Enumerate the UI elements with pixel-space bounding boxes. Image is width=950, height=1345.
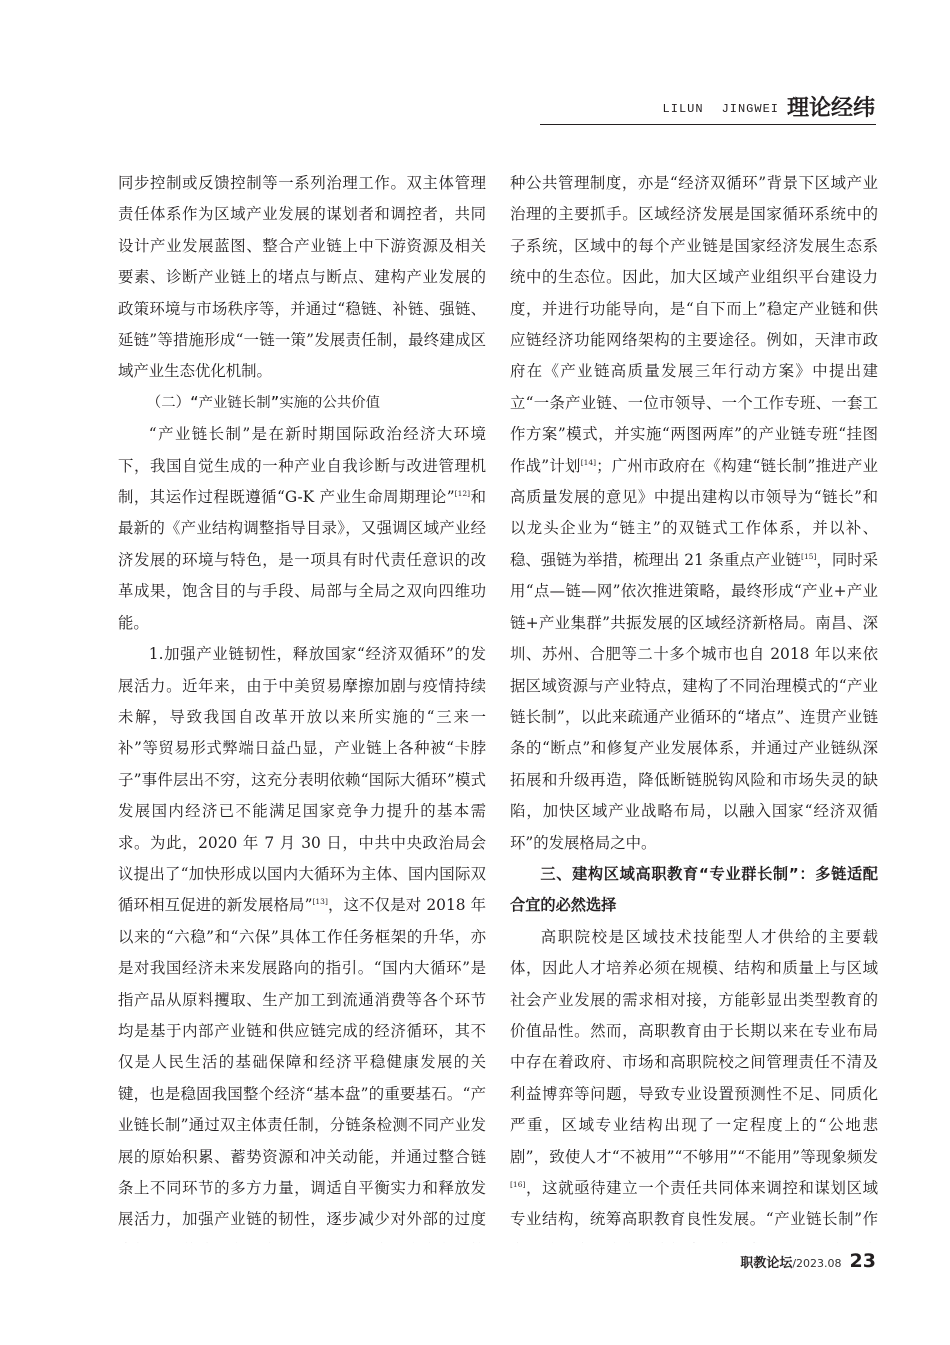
left-column (118, 168, 486, 1243)
journal-name: 职教论坛 (740, 1256, 793, 1271)
section-heading: 三、建构区域高职教育“专业群长制”：多链适配合宜的必然选择 (510, 864, 878, 915)
paragraph: 同步控制或反馈控制等一系列治理工作。双主体管理责任体系作为区域产业发展的谋划者和调控者，共同设计产业发展蓝图、整合产业链上中下游资源及相关要素、诊断产业链上的堵点与断点、建构产业发展的政策环境与市场秩序等，并通过“稳链、补链、强链、延链”等措施形成“一链一策”发展责任制，最终建成区域产业生态优化机制。 (118, 174, 486, 381)
citation-ref: [14] (580, 457, 597, 467)
citation-ref: [12] (454, 489, 471, 499)
page-number: 23 (849, 1250, 876, 1272)
header-pinyin (663, 102, 779, 122)
running-header (580, 88, 875, 122)
paragraph: 1.加强产业链韧性，释放国家“经济双循环”的发展活力。近年来，由于中美贸易摩擦加剧与疫情持续未解，导致我国自改革开放以来所实施的“三来一补”等贸易形式弊端日益凸显，产业链上各种被“卡脖子”事件层出不穷，这充分表明依赖“国际大循环”模式发展国内经济已不能满足国家竞争力提升的基本需求。为此，2020 年 7 月 30 日，中共中央政治局会议提出了“加快形成以国内大循环为主体、国内国际双循环相互促进的新发展格局”[13]，这不仅是对 2018 年以来的“六稳”和“六保”具体工作任务框架的升华，亦是对我国经济未来发展路向的指引。“国内大循环”是指产品从原料攫取、生产加工到流通消费等各个环节均是基于内部产业链和供应链完成的经济循环，其不仅是人民生活的基础保障和经济平稳健康发展的关键，也是稳固我国整个经济“基本盘”的重要基石。“产业链长制”通过双主体责任制，分链条检测不同产业发展的原始积累、蓄势资源和冲关动能，并通过整合链条上不同环节的多方力量，调适自平衡实力和释放发展活力，加强产业链的韧性，逐步减少对外部的过度 (118, 645, 486, 1229)
paragraph: 种公共管理制度，亦是“经济双循环”背景下区域产业治理的主要抓手。区域经济发展是国家循环系统中的子系统，区域中的每个产业链是国家经济发展生态系统中的生态位。因此，加大区域产业组织平台建设力度，并进行功能导向，是“自下而上”稳定产业链和供应链经济功能网络架构的主要途径。例如，天津市政府在《产业链高质量发展三年行动方案》中提出建立“一条产业链、一位市领导、一个工作专班、一套工作方案”模式，并实施“两图两库”的产业链专班“挂图作战”计划[14]；广州市政府在《构建“链长制”推进产业高质量发展的意见》中提出建构以市领导为“链长”和以龙头企业为“链主”的双链式工作体系，并以补、稳、强链为举措，梳理出 21 条重点产业链[15]，同时采用“点—链—网”依次推进策略，最终形成“产业+产业链+产业集群”共振发展的区域经济新格局。南昌、深圳、苏州、合肥等二十多个城市也自 2018 年以来依据区域资源与产业特点，建构了不同治理模式的“产业链长制”，以此来疏通产业循环的“堵点”、连贯产业链条的“断点”和修复产业发展体系，并通过产业链纵深拓展和升级再造，降低断链脱钩风险和市场失灵的缺陷，加快区域产业战略布局，以融入国家“经济双循环”的发展格局之中。 (510, 174, 878, 852)
paragraph: “产业链长制”是在新时期国际政治经济大环境下，我国自觉生成的一种产业自我诊断与改进管理机制，其运作过程既遵循“G-K 产业生命周期理论”[12]和最新的《产业结构调整指导目录》，又强调区域产业经济发展的环境与特色，是一项具有时代责任意识的改革成果，饱含目的与手段、局部与全局之双向四维功能。 (118, 425, 486, 632)
right-column (510, 168, 878, 1243)
header-pinyin-2: JINGWEI (721, 102, 779, 116)
issue-number: /2023.08 (792, 1257, 842, 1270)
subsection-heading: （二）“产业链长制”实施的公共价值 (146, 394, 380, 411)
header-section-title: 理论经纬 (786, 96, 875, 121)
citation-ref: [13] (312, 897, 328, 907)
paragraph: 高职院校是区域技术技能型人才供给的主要载体，因此人才培养必须在规模、结构和质量上与区域社会产业发展的需求相对接，方能彰显出类型教育的价值品性。然而，高职教育由于长期以来在专业布局中存在着政府、市场和高职院校之间管理责任不清及利益博弈等问题，导致专业设置预测性不足、同质化严重，区域专业结构出现了一定程度上的“公地悲剧”，致使人才“不被用”“不够用”“不能用”等现象频发[16]，这就亟待建立一个责任共同体来调控和谋划区域专业结构，统筹高职教育良性发展。“产业链长制”作 (510, 927, 878, 1229)
citation-ref: [15] (801, 551, 817, 561)
citation-ref: [16] (510, 1180, 526, 1189)
header-rule (540, 124, 876, 125)
header-pinyin-1: LILUN (662, 102, 704, 116)
page-footer (680, 1250, 876, 1276)
